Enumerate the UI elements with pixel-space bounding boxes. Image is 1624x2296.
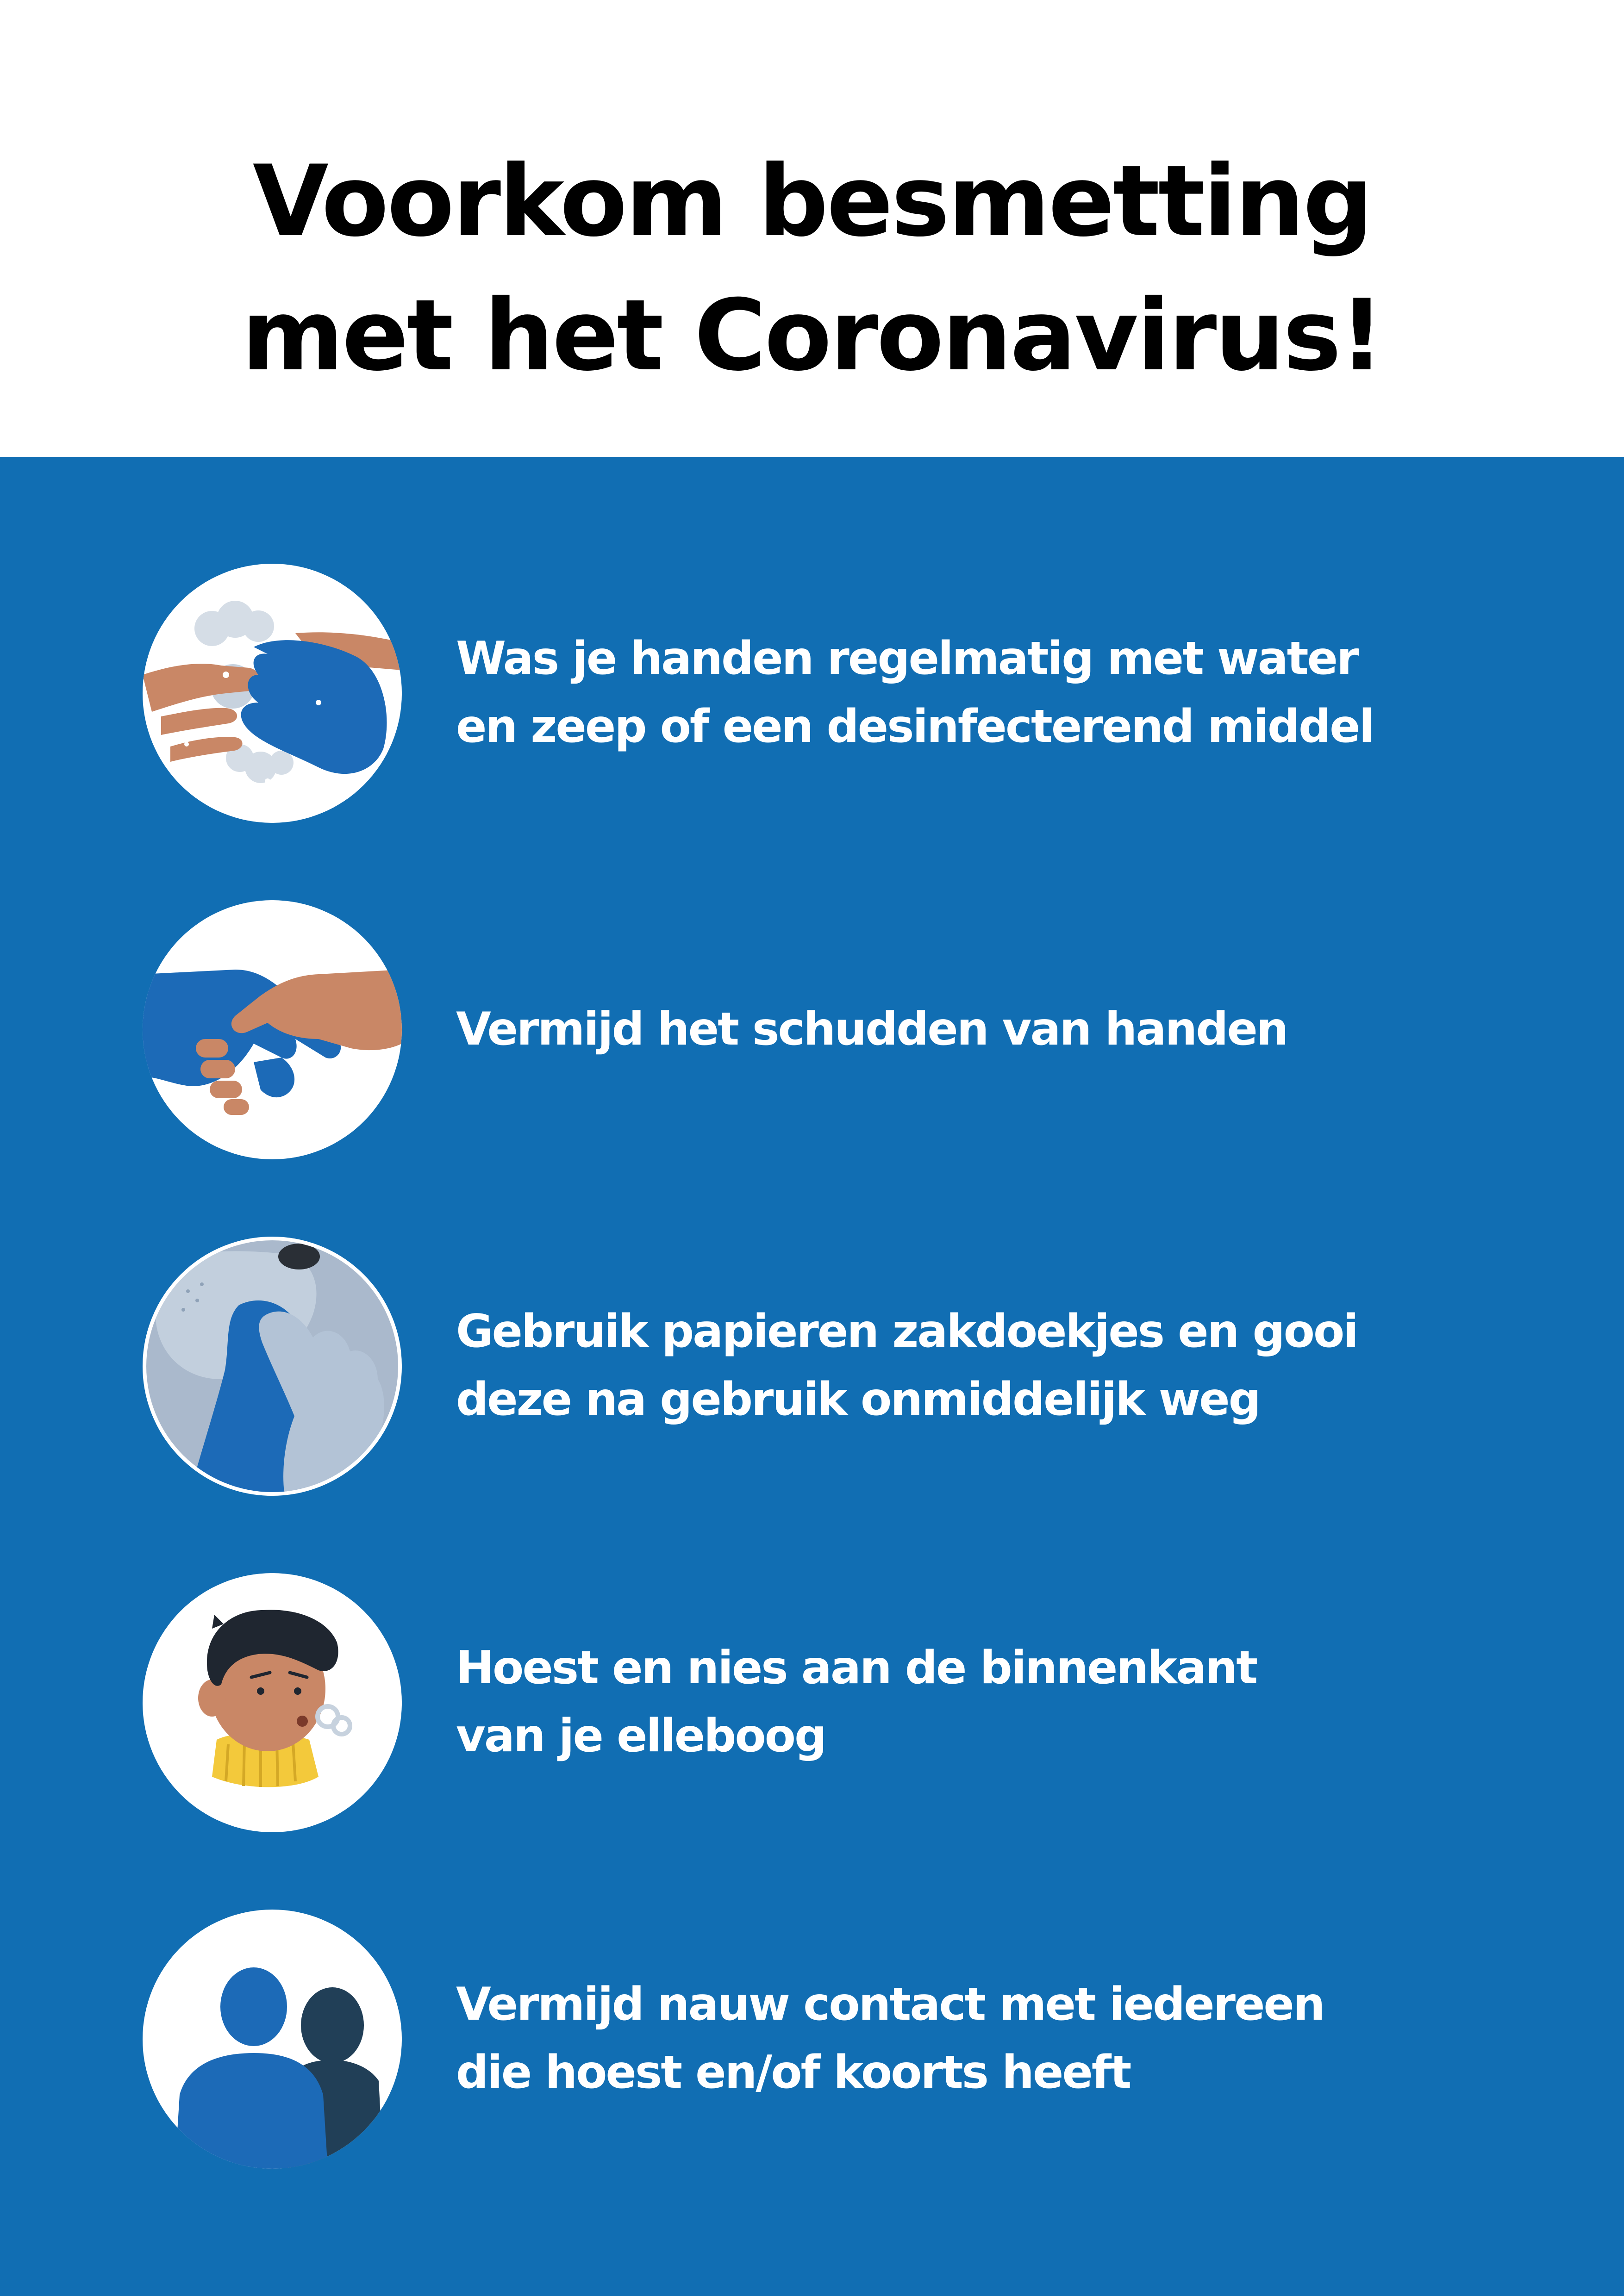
tip-item-avoid-contact xyxy=(0,1910,1624,2169)
tip-line: Was je handen regelmatig met water xyxy=(456,632,1358,685)
tip-line: en zeep of een desinfecterend middel xyxy=(456,700,1374,753)
tissue-icon xyxy=(143,1237,402,1496)
tip-text-handwashing xyxy=(456,625,1474,761)
tip-line: Vermijd het schudden van handen xyxy=(456,1003,1287,1056)
handwashing-icon xyxy=(143,564,402,823)
cough-icon xyxy=(143,1573,402,1832)
tip-line: Vermijd nauw contact met iedereen xyxy=(456,1978,1324,2031)
poster-header xyxy=(0,0,1624,457)
tip-item-cough xyxy=(0,1573,1624,1832)
tip-line: van je elleboog xyxy=(456,1710,826,1762)
title-line-2: met het Coronavirus! xyxy=(241,278,1383,392)
tip-text-handshake xyxy=(456,996,1474,1064)
tip-item-tissue xyxy=(0,1237,1624,1496)
poster-title xyxy=(0,134,1624,403)
title-line-1: Voorkom besmetting xyxy=(252,144,1372,258)
avoid-contact-icon xyxy=(143,1910,402,2169)
tips-panel xyxy=(0,457,1624,2296)
tip-line: Hoest en nies aan de binnenkant xyxy=(456,1642,1257,1694)
tip-text-avoid-contact xyxy=(456,1971,1474,2107)
tip-line: die hoest en/of koorts heeft xyxy=(456,2046,1131,2099)
tip-text-cough xyxy=(456,1634,1474,1770)
tip-item-handwashing xyxy=(0,564,1624,823)
tip-line: Gebruik papieren zakdoekjes en gooi xyxy=(456,1305,1357,1358)
handshake-icon xyxy=(143,900,402,1159)
tip-line: deze na gebruik onmiddelijk weg xyxy=(456,1373,1260,1426)
tip-text-tissue xyxy=(456,1298,1474,1434)
tip-item-handshake xyxy=(0,900,1624,1159)
